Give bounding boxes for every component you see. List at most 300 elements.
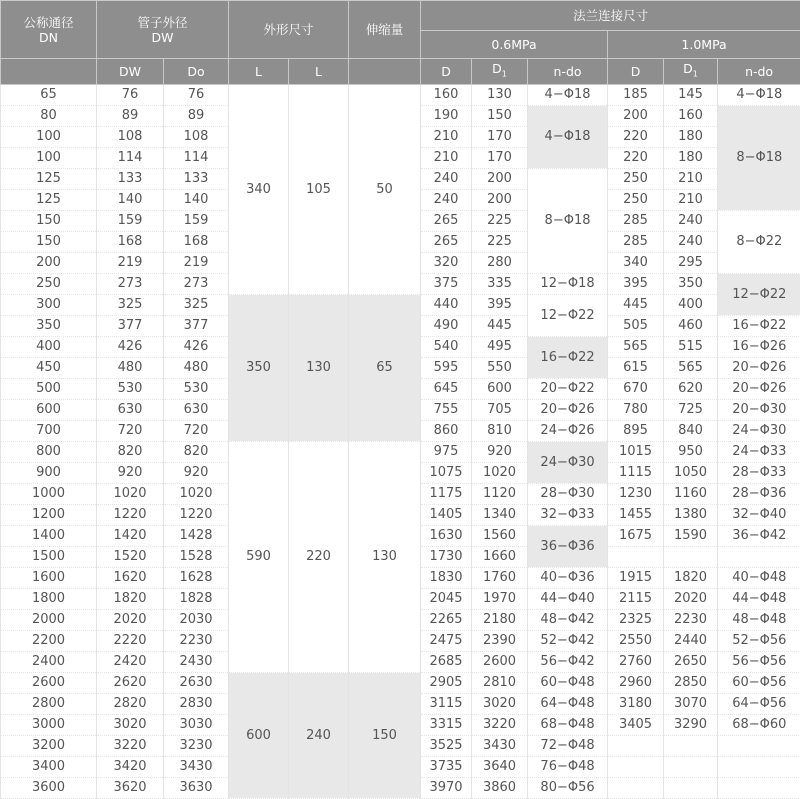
header-pipe-od (97, 1, 229, 59)
cell-d-06: 975 (421, 442, 472, 463)
cell-ndo-10: 56−Φ56 (718, 652, 800, 673)
header-ndo-06: n-do (528, 59, 608, 85)
header-empty-2 (349, 59, 421, 85)
cell-d1-06: 2810 (472, 673, 528, 694)
header-l2: L (289, 59, 349, 85)
cell-d1-10: 240 (664, 232, 718, 253)
cell-d-10: 2325 (608, 610, 664, 631)
cell-dw: 133 (97, 169, 164, 190)
cell-d1-06: 1340 (472, 505, 528, 526)
cell-ndo-06: 12−Φ22 (528, 295, 608, 337)
cell-d1-10: 460 (664, 316, 718, 337)
cell-dw: 377 (97, 316, 164, 337)
cell-d-10: 1675 (608, 526, 664, 547)
cell-d1-06: 200 (472, 169, 528, 190)
cell-dw: 2220 (97, 631, 164, 652)
cell-ndo-10: 24−Φ33 (718, 442, 800, 463)
cell-dn: 1400 (1, 526, 97, 547)
header-pipe-od-label: 管子外径 (138, 15, 188, 30)
cell-ndo-06: 16−Φ22 (528, 337, 608, 379)
cell-ndo-06: 52−Φ42 (528, 631, 608, 652)
cell-d1-10: 515 (664, 337, 718, 358)
cell-ndo-06: 68−Φ48 (528, 715, 608, 736)
cell-dw: 273 (97, 274, 164, 295)
cell-ndo-06: 40−Φ36 (528, 568, 608, 589)
cell-dn: 2000 (1, 610, 97, 631)
cell-do: 89 (164, 106, 229, 127)
cell-ndo-06: 36−Φ36 (528, 526, 608, 568)
cell-d-10: 780 (608, 400, 664, 421)
cell-d-06: 2475 (421, 631, 472, 652)
cell-dn: 1200 (1, 505, 97, 526)
cell-d1-06: 170 (472, 148, 528, 169)
cell-dw: 2820 (97, 694, 164, 715)
header-empty (1, 59, 97, 85)
cell-do: 159 (164, 211, 229, 232)
cell-d-10: 285 (608, 232, 664, 253)
cell-d1-06: 225 (472, 211, 528, 232)
cell-dn: 700 (1, 421, 97, 442)
cell-d-06: 440 (421, 295, 472, 316)
cell-do: 1528 (164, 547, 229, 568)
cell-d1-06: 1970 (472, 589, 528, 610)
cell-dw: 1020 (97, 484, 164, 505)
cell-d1-10: 400 (664, 295, 718, 316)
header-pressure-06: 0.6MPa (421, 31, 608, 59)
header-flange-dims: 法兰连接尺寸 (421, 1, 800, 31)
cell-d1-10: 210 (664, 190, 718, 211)
cell-dn: 500 (1, 379, 97, 400)
cell-dn: 3600 (1, 778, 97, 799)
cell-d1-06: 3020 (472, 694, 528, 715)
cell-do: 2630 (164, 673, 229, 694)
cell-d1-06: 3430 (472, 736, 528, 757)
cell-outline-l1: 600 (229, 673, 289, 799)
cell-d-10 (608, 778, 664, 799)
cell-d1-10 (664, 778, 718, 799)
cell-ndo-10 (718, 736, 800, 757)
cell-d1-10: 350 (664, 274, 718, 295)
cell-dw: 1620 (97, 568, 164, 589)
cell-d-10: 895 (608, 421, 664, 442)
cell-dn: 80 (1, 106, 97, 127)
header-ndo-10: n-do (718, 59, 800, 85)
cell-d1-10: 1820 (664, 568, 718, 589)
cell-d-06: 1830 (421, 568, 472, 589)
cell-d-10: 2760 (608, 652, 664, 673)
cell-d1-10: 240 (664, 211, 718, 232)
cell-d-10: 2115 (608, 589, 664, 610)
cell-d1-10: 180 (664, 148, 718, 169)
cell-dw: 3620 (97, 778, 164, 799)
cell-do: 2230 (164, 631, 229, 652)
cell-dw: 1520 (97, 547, 164, 568)
cell-ndo-06: 4−Φ18 (528, 85, 608, 106)
header-nominal-sub: DN (39, 30, 58, 45)
cell-d-10: 615 (608, 358, 664, 379)
header-d1-06-label: D (492, 61, 502, 76)
cell-d-06: 1405 (421, 505, 472, 526)
table-body (1, 85, 800, 799)
cell-d-10: 220 (608, 127, 664, 148)
header-d1-10-label: D (683, 61, 693, 76)
cell-ndo-10: 4−Φ18 (718, 85, 800, 106)
cell-ndo-10: 28−Φ36 (718, 484, 800, 505)
cell-d1-10: 160 (664, 106, 718, 127)
cell-d-10: 395 (608, 274, 664, 295)
cell-d-10: 2550 (608, 631, 664, 652)
cell-ndo-06: 64−Φ48 (528, 694, 608, 715)
cell-dw: 140 (97, 190, 164, 211)
cell-dw: 720 (97, 421, 164, 442)
cell-d1-06: 3220 (472, 715, 528, 736)
cell-expansion: 65 (349, 295, 421, 442)
cell-d-10: 670 (608, 379, 664, 400)
cell-d-10: 565 (608, 337, 664, 358)
cell-expansion: 130 (349, 442, 421, 673)
cell-do: 2030 (164, 610, 229, 631)
cell-d1-10: 1380 (664, 505, 718, 526)
cell-d1-10: 565 (664, 358, 718, 379)
cell-d-10: 505 (608, 316, 664, 337)
cell-dw: 2420 (97, 652, 164, 673)
cell-ndo-10: 16−Φ22 (718, 316, 800, 337)
header-d-10: D (608, 59, 664, 85)
cell-d-10 (608, 736, 664, 757)
cell-d-06: 3525 (421, 736, 472, 757)
cell-dn: 350 (1, 316, 97, 337)
cell-d-06: 240 (421, 169, 472, 190)
cell-ndo-06: 60−Φ48 (528, 673, 608, 694)
cell-d1-10: 1160 (664, 484, 718, 505)
cell-dw: 89 (97, 106, 164, 127)
cell-d-06: 1630 (421, 526, 472, 547)
cell-d1-10: 210 (664, 169, 718, 190)
cell-d-10: 200 (608, 106, 664, 127)
cell-ndo-10: 60−Φ56 (718, 673, 800, 694)
cell-d-10: 3180 (608, 694, 664, 715)
cell-dn: 1000 (1, 484, 97, 505)
header-outline-size: 外形尺寸 (229, 1, 349, 59)
table-row (1, 673, 800, 694)
cell-d1-06: 3640 (472, 757, 528, 778)
cell-dn: 1800 (1, 589, 97, 610)
cell-dw: 159 (97, 211, 164, 232)
cell-do: 480 (164, 358, 229, 379)
cell-d1-10: 2650 (664, 652, 718, 673)
table-row (1, 442, 800, 463)
cell-d-06: 3970 (421, 778, 472, 799)
cell-d1-10: 1050 (664, 463, 718, 484)
cell-d1-06: 1660 (472, 547, 528, 568)
cell-outline-l2: 105 (289, 85, 349, 295)
cell-dw: 2620 (97, 673, 164, 694)
cell-ndo-06: 24−Φ30 (528, 442, 608, 484)
cell-ndo-06: 44−Φ40 (528, 589, 608, 610)
cell-ndo-10 (718, 547, 800, 568)
header-nominal-label: 公称通径 (23, 15, 73, 30)
cell-d1-06: 200 (472, 190, 528, 211)
cell-ndo-10: 24−Φ30 (718, 421, 800, 442)
cell-dn: 400 (1, 337, 97, 358)
cell-ndo-06: 20−Φ26 (528, 400, 608, 421)
cell-d1-06: 920 (472, 442, 528, 463)
cell-d1-06: 1560 (472, 526, 528, 547)
cell-do: 273 (164, 274, 229, 295)
cell-outline-l1: 590 (229, 442, 289, 673)
cell-do: 920 (164, 463, 229, 484)
cell-do: 1628 (164, 568, 229, 589)
cell-d1-06: 810 (472, 421, 528, 442)
cell-d-10: 1915 (608, 568, 664, 589)
cell-dw: 530 (97, 379, 164, 400)
header-d1-10-sub: 1 (693, 70, 698, 79)
cell-d1-10: 840 (664, 421, 718, 442)
cell-d1-06: 600 (472, 379, 528, 400)
cell-ndo-10: 48−Φ48 (718, 610, 800, 631)
cell-d-10: 250 (608, 190, 664, 211)
cell-ndo-06: 76−Φ48 (528, 757, 608, 778)
cell-d-10: 445 (608, 295, 664, 316)
cell-d-06: 320 (421, 253, 472, 274)
cell-d-06: 490 (421, 316, 472, 337)
cell-dw: 1420 (97, 526, 164, 547)
cell-ndo-10 (718, 757, 800, 778)
cell-ndo-10: 20−Φ26 (718, 358, 800, 379)
cell-ndo-10: 32−Φ40 (718, 505, 800, 526)
cell-dn: 3200 (1, 736, 97, 757)
cell-ndo-06: 56−Φ42 (528, 652, 608, 673)
cell-do: 219 (164, 253, 229, 274)
header-l1: L (229, 59, 289, 85)
cell-d1-06: 3860 (472, 778, 528, 799)
cell-outline-l2: 130 (289, 295, 349, 442)
cell-ndo-10: 28−Φ33 (718, 463, 800, 484)
cell-dn: 800 (1, 442, 97, 463)
cell-dw: 3020 (97, 715, 164, 736)
cell-d-10: 2960 (608, 673, 664, 694)
cell-d1-06: 2390 (472, 631, 528, 652)
cell-d-10: 1230 (608, 484, 664, 505)
cell-d1-06: 150 (472, 106, 528, 127)
cell-dn: 200 (1, 253, 97, 274)
cell-d1-10 (664, 736, 718, 757)
cell-do: 1428 (164, 526, 229, 547)
cell-d1-06: 495 (472, 337, 528, 358)
cell-expansion: 150 (349, 673, 421, 799)
cell-d1-10 (664, 757, 718, 778)
cell-d1-10: 1590 (664, 526, 718, 547)
cell-d-06: 265 (421, 211, 472, 232)
cell-do: 140 (164, 190, 229, 211)
cell-d-06: 2045 (421, 589, 472, 610)
cell-d1-10: 620 (664, 379, 718, 400)
cell-do: 377 (164, 316, 229, 337)
cell-expansion: 50 (349, 85, 421, 295)
cell-d-10: 185 (608, 85, 664, 106)
cell-ndo-06: 12−Φ18 (528, 274, 608, 295)
cell-d-10: 1015 (608, 442, 664, 463)
cell-dw: 480 (97, 358, 164, 379)
cell-ndo-10: 20−Φ30 (718, 400, 800, 421)
cell-dw: 3220 (97, 736, 164, 757)
cell-ndo-10: 20−Φ26 (718, 379, 800, 400)
cell-d1-10: 725 (664, 400, 718, 421)
cell-dn: 2600 (1, 673, 97, 694)
cell-d-06: 160 (421, 85, 472, 106)
cell-d-06: 240 (421, 190, 472, 211)
cell-ndo-06: 48−Φ42 (528, 610, 608, 631)
cell-d-06: 3315 (421, 715, 472, 736)
cell-ndo-10: 52−Φ56 (718, 631, 800, 652)
cell-do: 168 (164, 232, 229, 253)
cell-ndo-10: 44−Φ48 (718, 589, 800, 610)
cell-d-10 (608, 757, 664, 778)
header-pipe-od-sub: DW (152, 30, 174, 45)
cell-outline-l1: 350 (229, 295, 289, 442)
cell-do: 3430 (164, 757, 229, 778)
cell-dn: 2400 (1, 652, 97, 673)
cell-dn: 900 (1, 463, 97, 484)
cell-do: 630 (164, 400, 229, 421)
cell-d-06: 190 (421, 106, 472, 127)
cell-dw: 3420 (97, 757, 164, 778)
cell-outline-l2: 240 (289, 673, 349, 799)
table-row (1, 295, 800, 316)
header-dw: DW (97, 59, 164, 85)
cell-ndo-06: 4−Φ18 (528, 106, 608, 169)
cell-ndo-10: 68−Φ60 (718, 715, 800, 736)
cell-d-10: 340 (608, 253, 664, 274)
cell-do: 108 (164, 127, 229, 148)
cell-d-10 (608, 547, 664, 568)
cell-d-10: 1115 (608, 463, 664, 484)
cell-ndo-10: 16−Φ26 (718, 337, 800, 358)
cell-d1-10: 3290 (664, 715, 718, 736)
header-expansion: 伸缩量 (349, 1, 421, 59)
cell-outline-l1: 340 (229, 85, 289, 295)
cell-dw: 325 (97, 295, 164, 316)
table-row (1, 85, 800, 106)
cell-ndo-06: 20−Φ22 (528, 379, 608, 400)
cell-dn: 65 (1, 85, 97, 106)
cell-d1-10: 2020 (664, 589, 718, 610)
cell-dw: 820 (97, 442, 164, 463)
cell-d1-06: 1120 (472, 484, 528, 505)
header-d1-06 (472, 59, 528, 85)
cell-dn: 2200 (1, 631, 97, 652)
cell-dw: 168 (97, 232, 164, 253)
cell-dn: 150 (1, 211, 97, 232)
cell-ndo-06: 32−Φ33 (528, 505, 608, 526)
cell-outline-l2: 220 (289, 442, 349, 673)
cell-d-10: 250 (608, 169, 664, 190)
cell-d1-06: 225 (472, 232, 528, 253)
cell-d1-10: 2440 (664, 631, 718, 652)
cell-d1-06: 445 (472, 316, 528, 337)
header-d-06: D (421, 59, 472, 85)
cell-d-06: 210 (421, 127, 472, 148)
cell-d-06: 645 (421, 379, 472, 400)
cell-d1-10: 295 (664, 253, 718, 274)
cell-do: 1828 (164, 589, 229, 610)
cell-d1-06: 705 (472, 400, 528, 421)
cell-ndo-10 (718, 778, 800, 799)
cell-d-06: 2905 (421, 673, 472, 694)
cell-dn: 100 (1, 148, 97, 169)
cell-do: 133 (164, 169, 229, 190)
cell-dw: 76 (97, 85, 164, 106)
cell-d-10: 1455 (608, 505, 664, 526)
cell-ndo-06: 8−Φ18 (528, 169, 608, 274)
cell-d1-10: 145 (664, 85, 718, 106)
cell-d-06: 1075 (421, 463, 472, 484)
cell-dw: 630 (97, 400, 164, 421)
cell-d-10: 220 (608, 148, 664, 169)
cell-dn: 2800 (1, 694, 97, 715)
cell-do: 720 (164, 421, 229, 442)
cell-d1-06: 550 (472, 358, 528, 379)
cell-d1-06: 280 (472, 253, 528, 274)
header-pressure-10: 1.0MPa (608, 31, 800, 59)
cell-dw: 108 (97, 127, 164, 148)
cell-ndo-06: 72−Φ48 (528, 736, 608, 757)
cell-d1-06: 130 (472, 85, 528, 106)
cell-do: 3030 (164, 715, 229, 736)
cell-d-06: 3115 (421, 694, 472, 715)
cell-ndo-10: 64−Φ56 (718, 694, 800, 715)
cell-do: 2830 (164, 694, 229, 715)
header-nominal-diameter (1, 1, 97, 59)
cell-d-10: 3405 (608, 715, 664, 736)
cell-dn: 450 (1, 358, 97, 379)
header-d1-10 (664, 59, 718, 85)
cell-d1-10: 2850 (664, 673, 718, 694)
cell-dn: 600 (1, 400, 97, 421)
cell-d1-10: 3070 (664, 694, 718, 715)
cell-do: 530 (164, 379, 229, 400)
cell-dn: 1600 (1, 568, 97, 589)
cell-dn: 125 (1, 190, 97, 211)
cell-d1-06: 1760 (472, 568, 528, 589)
cell-d-06: 2685 (421, 652, 472, 673)
cell-dn: 1500 (1, 547, 97, 568)
cell-d-10: 285 (608, 211, 664, 232)
cell-d1-06: 2600 (472, 652, 528, 673)
header-do: Do (164, 59, 229, 85)
cell-do: 1220 (164, 505, 229, 526)
cell-do: 325 (164, 295, 229, 316)
cell-do: 3630 (164, 778, 229, 799)
cell-d-06: 265 (421, 232, 472, 253)
cell-do: 76 (164, 85, 229, 106)
cell-d1-10: 950 (664, 442, 718, 463)
cell-do: 426 (164, 337, 229, 358)
cell-d-06: 1175 (421, 484, 472, 505)
cell-dw: 920 (97, 463, 164, 484)
cell-d-06: 595 (421, 358, 472, 379)
cell-ndo-06: 80−Φ56 (528, 778, 608, 799)
cell-d-06: 375 (421, 274, 472, 295)
cell-dw: 426 (97, 337, 164, 358)
cell-d1-06: 335 (472, 274, 528, 295)
cell-do: 114 (164, 148, 229, 169)
cell-dn: 125 (1, 169, 97, 190)
cell-d-06: 2265 (421, 610, 472, 631)
cell-d1-06: 395 (472, 295, 528, 316)
cell-do: 1020 (164, 484, 229, 505)
cell-ndo-10: 8−Φ18 (718, 106, 800, 211)
